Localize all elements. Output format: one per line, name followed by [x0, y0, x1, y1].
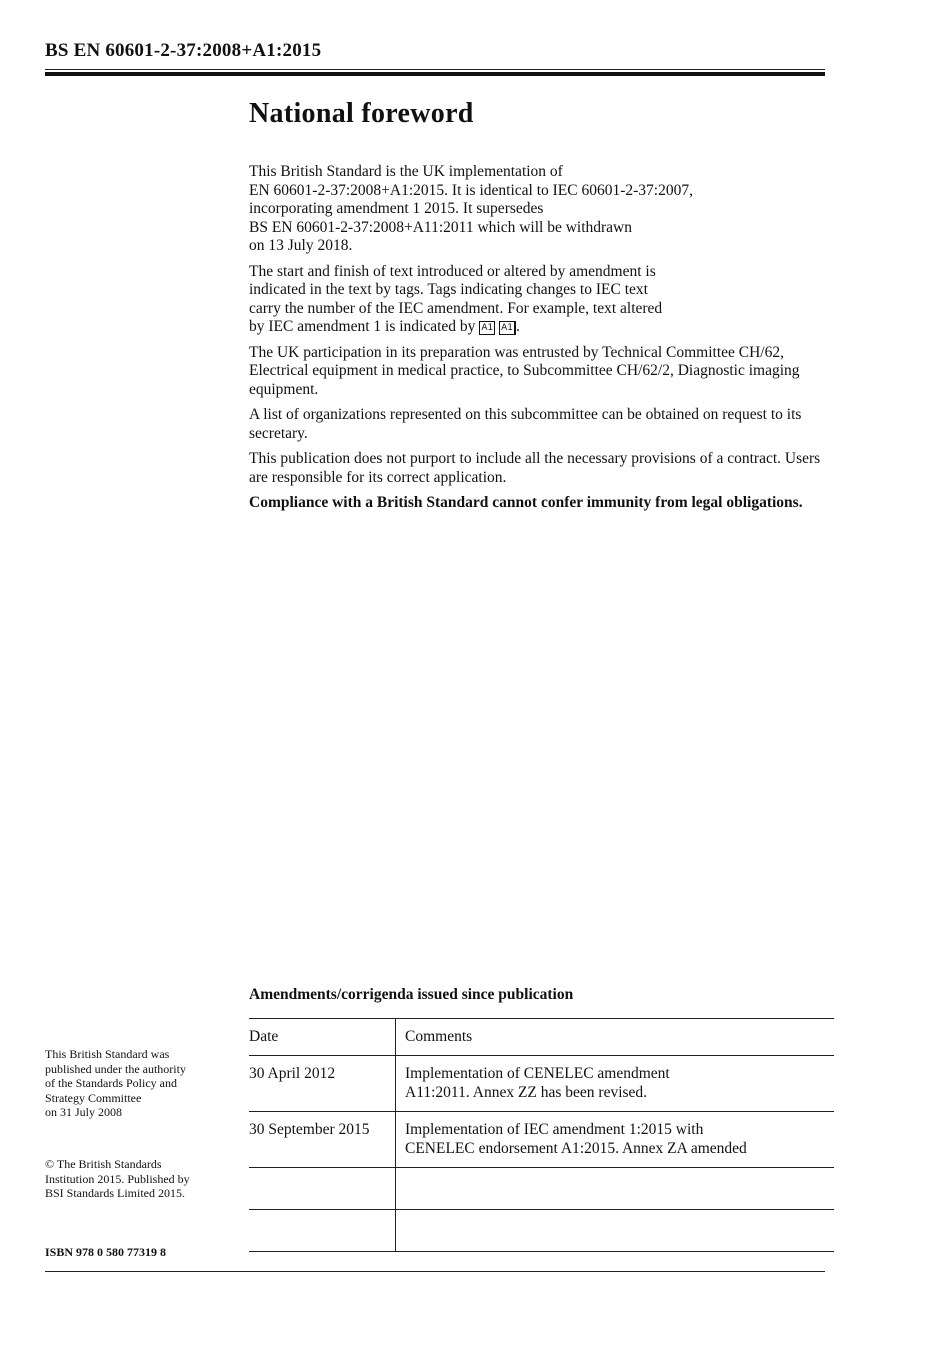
text-punctuation: . [515, 318, 520, 335]
text-line: CENELEC endorsement A1:2015. Annex ZA amended [405, 1140, 747, 1157]
page-title: National foreword [249, 98, 474, 129]
foreword-paragraph-4: A list of organizations represented on this subcommittee can be obtained on request to its secretary. [249, 406, 802, 442]
amendment-date: 30 April 2012 [249, 1056, 396, 1112]
text-line: on 13 July 2018. [249, 237, 353, 254]
isbn: ISBN 978 0 580 77319 8 [45, 1245, 167, 1259]
text-line: Implementation of IEC amendment 1:2015 with [405, 1121, 704, 1138]
amendment-comment [396, 1056, 835, 1112]
table-header-row [249, 1019, 834, 1056]
text-line: Institution 2015. Published by [45, 1171, 190, 1186]
text-line: incorporating amendment 1 2015. It supersedes [249, 200, 544, 217]
header-date: Date [249, 1019, 396, 1056]
text-line: indicated in the text by tags. Tags indicating changes to IEC text [249, 281, 648, 298]
foreword-paragraph-3: The UK participation in its preparation was entrusted by Technical Committee CH/62, Electrical equipment in medical practice, to Subcommittee CH/62/2, Diagnostic imaging equipment. [249, 343, 800, 398]
empty-cell [249, 1168, 396, 1210]
text-line: This British Standard is the UK implementation of [249, 163, 563, 180]
amendment-date: 30 September 2015 [249, 1112, 396, 1168]
text-line: A11:2011. Annex ZZ has been revised. [405, 1084, 648, 1101]
publication-note [45, 1047, 230, 1120]
foreword-paragraph-6: Compliance with a British Standard cannot confer immunity from legal obligations. [249, 494, 803, 511]
text-line: carry the number of the IEC amendment. For example, text altered [249, 299, 663, 317]
text-line: BSI Standards Limited 2015. [45, 1186, 185, 1200]
empty-cell [396, 1168, 835, 1210]
header-rule-thick [45, 72, 825, 76]
text-line: Implementation of CENELEC amendment [405, 1065, 670, 1082]
text-line: Strategy Committee [45, 1090, 142, 1105]
header-rule-thin [45, 69, 825, 70]
text-line: published under the authority [45, 1061, 186, 1076]
table-row-empty [249, 1210, 834, 1252]
text-line: of the Standards Policy and [45, 1076, 177, 1090]
foreword-paragraph-2 [249, 263, 829, 337]
text-line: EN 60601-2-37:2008+A1:2015. It is identical to IEC 60601-2-37:2007, [249, 181, 693, 199]
copyright-note [45, 1157, 230, 1201]
text-line: The start and finish of text introduced or altered by amendment is [249, 262, 656, 280]
text-line: on 31 July 2008 [45, 1105, 123, 1119]
amendments-title: Amendments/corrigenda issued since publication [249, 986, 574, 1003]
table-row [249, 1112, 834, 1168]
table-row-empty [249, 1168, 834, 1210]
foreword-body [249, 163, 829, 520]
footer-rule [45, 1271, 825, 1272]
amendment-close-tag-icon: A1 [499, 321, 516, 335]
text-line: BS EN 60601-2-37:2008+A11:2011 which will be withdrawn [249, 218, 633, 236]
document-header-id: BS EN 60601-2-37:2008+A1:2015 [45, 40, 322, 61]
foreword-paragraph-5: This publication does not purport to include all the necessary provisions of a contract. Users are responsible for its correct application. [249, 450, 821, 486]
header-comments: Comments [396, 1019, 835, 1056]
empty-cell [249, 1210, 396, 1252]
empty-cell [396, 1210, 835, 1252]
amendments-table [249, 1018, 834, 1252]
text-line: by IEC amendment 1 is indicated by [249, 318, 476, 335]
text-line: © The British Standards [45, 1157, 162, 1171]
table-row [249, 1056, 834, 1112]
amendment-open-tag-icon: A1 [481, 323, 494, 333]
foreword-paragraph-1 [249, 163, 829, 256]
amendment-comment [396, 1112, 835, 1168]
text-line: This British Standard was [45, 1047, 170, 1061]
